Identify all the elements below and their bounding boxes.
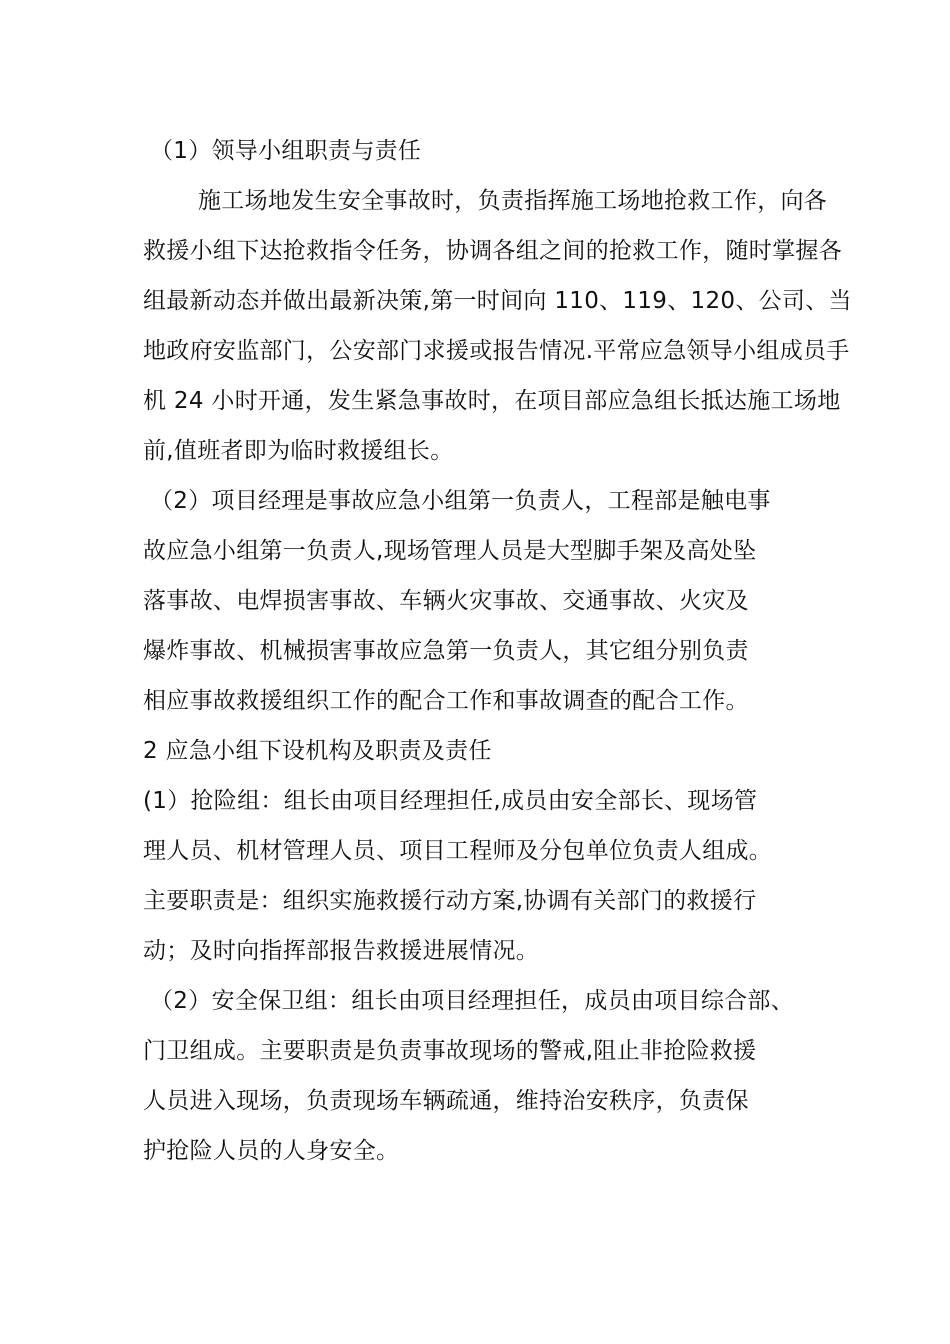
paragraph-line: 护抢险人员的人身安全。 [143,1138,400,1164]
paragraph-line: 理人员、机材管理人员、项目工程师及分包单位负责人组成。 [143,838,773,864]
section-heading-sub-units: 2 应急小组下设机构及职责及责任 [143,738,492,764]
paragraph-line: 主要职责是：组织实施救援行动方案,协调有关部门的救援行 [143,888,757,914]
paragraph-line: 落事故、电焊损害事故、车辆火灾事故、交通事故、火灾及 [143,588,749,614]
paragraph-line: (1）抢险组：组长由项目经理担任,成员由安全部长、现场管 [143,788,758,814]
paragraph-line: 门卫组成。主要职责是负责事故现场的警戒,阻止非抢险救援 [143,1038,757,1064]
paragraph-line: 机 24 小时开通，发生紧急事故时，在项目部应急组长抵达施工场地 [143,388,841,414]
paragraph-line: 地政府安监部门，公安部门求援或报告情况.平常应急领导小组成员手 [143,338,850,364]
paragraph-line: 施工场地发生安全事故时，负责指挥施工场地抢救工作，向各 [198,188,828,214]
paragraph-line: 爆炸事故、机械损害事故应急第一负责人，其它组分别负责 [143,638,749,664]
paragraph-line: （2）安全保卫组：组长由项目经理担任，成员由项目综合部、 [150,988,795,1014]
paragraph-line: （2）项目经理是事故应急小组第一负责人，工程部是触电事 [150,488,771,514]
paragraph-line: 前,值班者即为临时救援组长。 [143,438,454,464]
section-heading-leadership-duties: （1）领导小组职责与责任 [150,138,422,164]
paragraph-line: 动；及时向指挥部报告救援进展情况。 [143,938,540,964]
paragraph-line: 故应急小组第一负责人,现场管理人员是大型脚手架及高处坠 [143,538,757,564]
paragraph-line: 救援小组下达抢救指令任务，协调各组之间的抢救工作，随时掌握各 [143,238,842,264]
paragraph-line: 组最新动态并做出最新决策,第一时间向 110、119、120、公司、当 [143,288,852,314]
paragraph-line: 相应事故救援组织工作的配合工作和事故调查的配合工作。 [143,688,749,714]
paragraph-line: 人员进入现场，负责现场车辆疏通，维持治安秩序，负责保 [143,1088,749,1114]
